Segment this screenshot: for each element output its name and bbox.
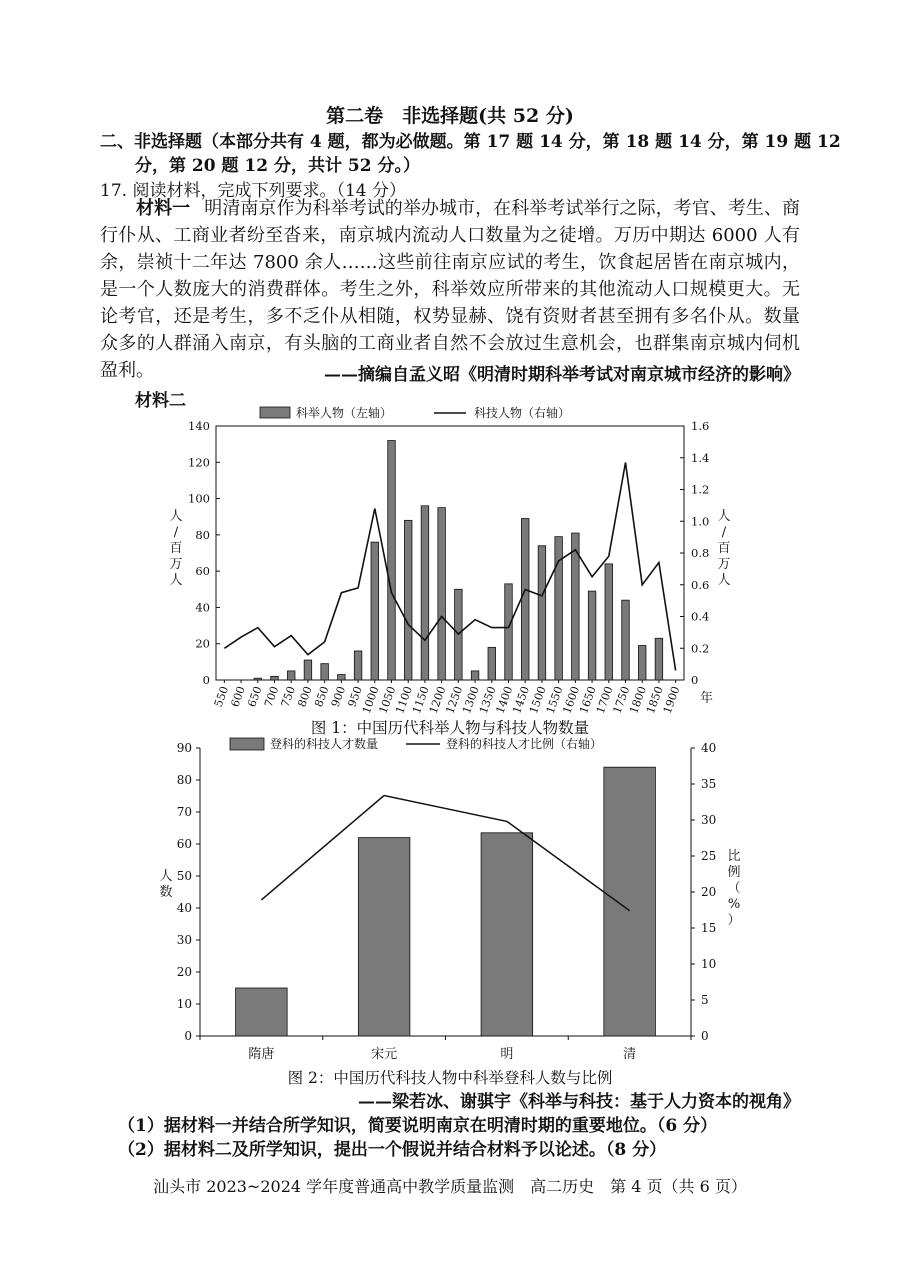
chart1-x-tick-label: 700 bbox=[261, 684, 282, 709]
chart1-right-tick-label: 1.6 bbox=[691, 419, 710, 433]
chart1-right-tick-label: 0.8 bbox=[691, 546, 710, 560]
chart1-x-tick-label: 1700 bbox=[593, 684, 616, 716]
chart2-bar bbox=[481, 833, 533, 1036]
chart1-x-tick-label: 1450 bbox=[510, 684, 533, 716]
chart1-left-tick-label: 120 bbox=[188, 455, 210, 470]
chart1-left-tick-label: 140 bbox=[188, 419, 210, 433]
chart2-legend-bar-swatch bbox=[230, 738, 264, 750]
chart2-left-tick-label: 80 bbox=[176, 773, 192, 787]
chart1-x-tick-label: 1250 bbox=[443, 684, 466, 716]
chart2-right-axis-label-char: % bbox=[727, 897, 741, 912]
chart1-x-tick-label: 1050 bbox=[376, 684, 399, 716]
chart1-x-tick-label: 1100 bbox=[393, 684, 416, 716]
material2-source: ——梁若冰、谢骐宇《科举与科技：基于人力资本的视角》 bbox=[358, 1092, 800, 1112]
chart1-left-tick-label: 80 bbox=[195, 527, 210, 542]
subquestion-1: （1）据材料一并结合所学知识，简要说明南京在明清时期的重要地位。（6 分） bbox=[118, 1116, 718, 1136]
chart1-bar bbox=[388, 441, 396, 680]
chart2-category-label: 隋唐 bbox=[248, 1047, 275, 1062]
chart1-bar bbox=[638, 646, 646, 680]
chart1-x-tick-label: 750 bbox=[278, 684, 299, 709]
chart1-x-tick-label: 800 bbox=[295, 684, 315, 709]
chart1-right-tick-label: 1.0 bbox=[691, 514, 710, 529]
chart1-left-axis-label-char: 人 bbox=[169, 509, 183, 524]
chart1-x-tick-label: 1000 bbox=[359, 684, 382, 716]
subquestion-2: （2）据材料二及所学知识，提出一个假说并结合材料予以论述。（8 分） bbox=[118, 1140, 667, 1160]
chart1-left-axis-label-char: / bbox=[173, 525, 179, 540]
chart1-left-tick-label: 0 bbox=[202, 673, 210, 687]
chart1-bar bbox=[421, 506, 429, 680]
chart-figure-2 bbox=[150, 732, 750, 1068]
chart1-right-axis-label-char: 人 bbox=[717, 573, 731, 588]
chart2-left-tick-label: 10 bbox=[176, 997, 192, 1011]
material1-source: ——摘编自孟义昭《明清时期科举考试对南京城市经济的影响》 bbox=[324, 365, 800, 385]
chart2-bar bbox=[358, 838, 410, 1036]
chart1-bar bbox=[271, 676, 279, 680]
chart1-x-tick-label: 1300 bbox=[460, 684, 482, 716]
chart1-bar bbox=[555, 537, 563, 680]
chart1-right-tick-label: 0 bbox=[691, 673, 699, 687]
chart1-left-tick-label: 100 bbox=[188, 491, 210, 506]
chart2-right-tick-label: 0 bbox=[701, 1029, 709, 1043]
chart1-legend-bar-swatch bbox=[260, 407, 290, 418]
chart2-right-tick-label: 25 bbox=[701, 849, 717, 863]
chart1-x-tick-label: 650 bbox=[245, 684, 265, 709]
chart2-right-tick-label: 35 bbox=[701, 777, 717, 791]
chart1-x-tick-label: 950 bbox=[345, 684, 365, 709]
chart2-right-axis-label-char: （ bbox=[727, 881, 741, 896]
chart1-x-tick-label: 1850 bbox=[643, 684, 666, 716]
chart2-right-axis-label-char: 比 bbox=[727, 849, 741, 864]
chart1-frame bbox=[216, 426, 684, 680]
chart1-left-tick-label: 20 bbox=[195, 636, 210, 651]
chart1-x-tick-label: 1900 bbox=[660, 684, 683, 716]
chart1-x-tick-label: 1600 bbox=[560, 684, 583, 716]
chart1-x-tick-label: 1350 bbox=[476, 684, 499, 716]
chart1-bar bbox=[438, 508, 446, 680]
chart1-left-axis-label-char: 万 bbox=[169, 557, 183, 572]
chart1-right-tick-label: 1.2 bbox=[691, 482, 710, 497]
chart1-bar bbox=[471, 671, 479, 680]
chart2-left-tick-label: 70 bbox=[176, 805, 192, 819]
chart2-left-tick-label: 40 bbox=[176, 901, 192, 915]
chart1-left-tick-label: 60 bbox=[195, 564, 210, 579]
chart2-bar bbox=[604, 767, 656, 1036]
chart1-right-tick-label: 1.4 bbox=[691, 450, 710, 465]
chart1-bar bbox=[521, 519, 529, 680]
chart1-bar bbox=[605, 564, 613, 680]
chart1-bar bbox=[488, 647, 496, 680]
chart1-x-tick-label: 850 bbox=[312, 684, 332, 709]
question-title: 17. 阅读材料，完成下列要求。（14 分） bbox=[100, 181, 406, 201]
chart1-bar bbox=[588, 591, 596, 680]
chart2-line-series bbox=[261, 796, 629, 911]
chart1-x-tick-label: 1550 bbox=[543, 684, 566, 716]
chart2-legend-bar-label: 登科的科技人才数量 bbox=[270, 737, 379, 751]
chart2-left-axis-label-char: 数 bbox=[159, 885, 173, 900]
chart1-x-tick-label: 1800 bbox=[627, 684, 650, 716]
chart1-right-tick-label: 0.6 bbox=[691, 577, 710, 592]
material2-label: 材料二 bbox=[135, 391, 186, 411]
chart2-left-axis-label-char: 人 bbox=[159, 869, 173, 884]
chart1-caption: 图 1：中国历代科举人物与科技人物数量 bbox=[310, 719, 590, 737]
chart1-x-tick-label: 1150 bbox=[409, 684, 432, 716]
chart2-category-label: 清 bbox=[623, 1047, 637, 1062]
section-heading-line2: 分，第 20 题 12 分，共计 52 分。） bbox=[135, 156, 420, 176]
chart2-right-tick-label: 15 bbox=[701, 921, 717, 935]
chart1-bar bbox=[254, 678, 262, 680]
chart1-right-axis-label-char: 百 bbox=[717, 541, 731, 556]
chart1-x-tick-label: 1500 bbox=[526, 684, 549, 716]
chart2-left-tick-label: 20 bbox=[176, 965, 192, 979]
page-footer: 汕头市 2023~2024 学年度普通高中教学质量监测 高二历史 第 4 页（共 6 页） bbox=[153, 1177, 747, 1196]
chart2-caption: 图 2：中国历代科技人物中科举登科人数与比例 bbox=[287, 1069, 613, 1087]
chart2-left-tick-label: 30 bbox=[176, 933, 192, 947]
chart1-x-tick-label: 600 bbox=[228, 684, 248, 709]
chart2-category-label: 宋元 bbox=[371, 1047, 398, 1062]
chart1-right-axis-label-char: 万 bbox=[717, 557, 731, 572]
section-heading-line1: 二、非选择题（本部分共有 4 题，都为必做题。第 17 题 14 分，第 18 题 14 分，第 19 题 12 bbox=[100, 132, 841, 152]
page-title: 第二卷 非选择题(共 52 分) bbox=[326, 105, 574, 127]
chart1-bar bbox=[304, 660, 312, 680]
material1-paragraph bbox=[100, 195, 800, 384]
chart1-right-tick-label: 0.2 bbox=[691, 641, 710, 656]
chart1-x-tick-label: 1400 bbox=[493, 684, 516, 716]
chart2-left-tick-label: 60 bbox=[176, 837, 192, 851]
chart1-bar bbox=[538, 546, 546, 680]
chart1-legend-line-label: 科技人物（右轴） bbox=[474, 406, 571, 420]
chart2-right-tick-label: 40 bbox=[701, 741, 717, 755]
chart1-bar bbox=[505, 584, 513, 680]
chart2-legend-line-label: 登科的科技人才比例（右轴） bbox=[446, 737, 603, 751]
chart2-left-tick-label: 90 bbox=[176, 741, 192, 755]
chart1-bar bbox=[354, 651, 362, 680]
chart1-right-axis-label-char: 人 bbox=[717, 509, 731, 524]
chart1-x-tick-label: 1750 bbox=[610, 684, 633, 716]
chart1-x-unit: 年 bbox=[700, 691, 714, 706]
chart1-bar bbox=[338, 675, 346, 680]
chart2-right-tick-label: 30 bbox=[701, 813, 717, 827]
chart1-bar bbox=[321, 664, 329, 680]
chart1-x-tick-label: 550 bbox=[211, 684, 232, 709]
chart2-right-tick-label: 5 bbox=[701, 993, 709, 1007]
chart2-right-tick-label: 20 bbox=[701, 885, 717, 899]
chart1-bar bbox=[655, 638, 663, 680]
chart1-bar bbox=[404, 520, 412, 680]
chart1-x-tick-label: 900 bbox=[328, 684, 349, 709]
chart1-x-tick-label: 1200 bbox=[426, 684, 449, 716]
chart2-category-label: 明 bbox=[500, 1047, 514, 1062]
chart1-x-tick-label: 1650 bbox=[577, 684, 599, 716]
chart-figure-1 bbox=[150, 396, 750, 718]
chart1-legend-bar-label: 科举人物（左轴） bbox=[296, 406, 393, 420]
chart2-left-tick-label: 0 bbox=[184, 1029, 192, 1043]
chart2-right-tick-label: 10 bbox=[701, 957, 717, 971]
chart1-left-tick-label: 40 bbox=[195, 600, 210, 615]
chart2-bar bbox=[236, 988, 288, 1036]
chart2-right-axis-label-char: 例 bbox=[727, 865, 741, 880]
chart1-left-axis-label-char: 人 bbox=[169, 573, 183, 588]
chart1-bar bbox=[371, 542, 379, 680]
chart2-left-tick-label: 50 bbox=[176, 869, 192, 883]
chart1-bar bbox=[287, 671, 295, 680]
material1-label: 材料一 bbox=[136, 198, 191, 219]
chart2-right-axis-label-char: ） bbox=[727, 913, 741, 928]
chart1-bar bbox=[622, 600, 630, 680]
chart1-right-tick-label: 0.4 bbox=[691, 609, 710, 624]
chart1-right-axis-label-char: / bbox=[721, 525, 727, 540]
material1-text: 明清南京作为科举考试的举办城市，在科举考试举行之际，考官、考生、商行仆从、工商业者纷至沓来，南京城内流动人口数量为之徒增。万历中期达 6000 人有余，崇祯十二年达 7800 余人……这些前往南京应试的考生，饮食起居皆在南京城内，是一个人数庞大的消费群体。考生之外，科举效应所带来的其他流动人口规模更大。无论考官，还是考生，多不乏仆从相随，权势显赫、饶有资财者甚至拥有多名仆从。数量众多的人群涌入南京，有头脑的工商业者自然不会放过生意机会，也群集南京城内伺机盈利。 bbox=[100, 198, 800, 381]
chart1-left-axis-label-char: 百 bbox=[169, 541, 183, 556]
